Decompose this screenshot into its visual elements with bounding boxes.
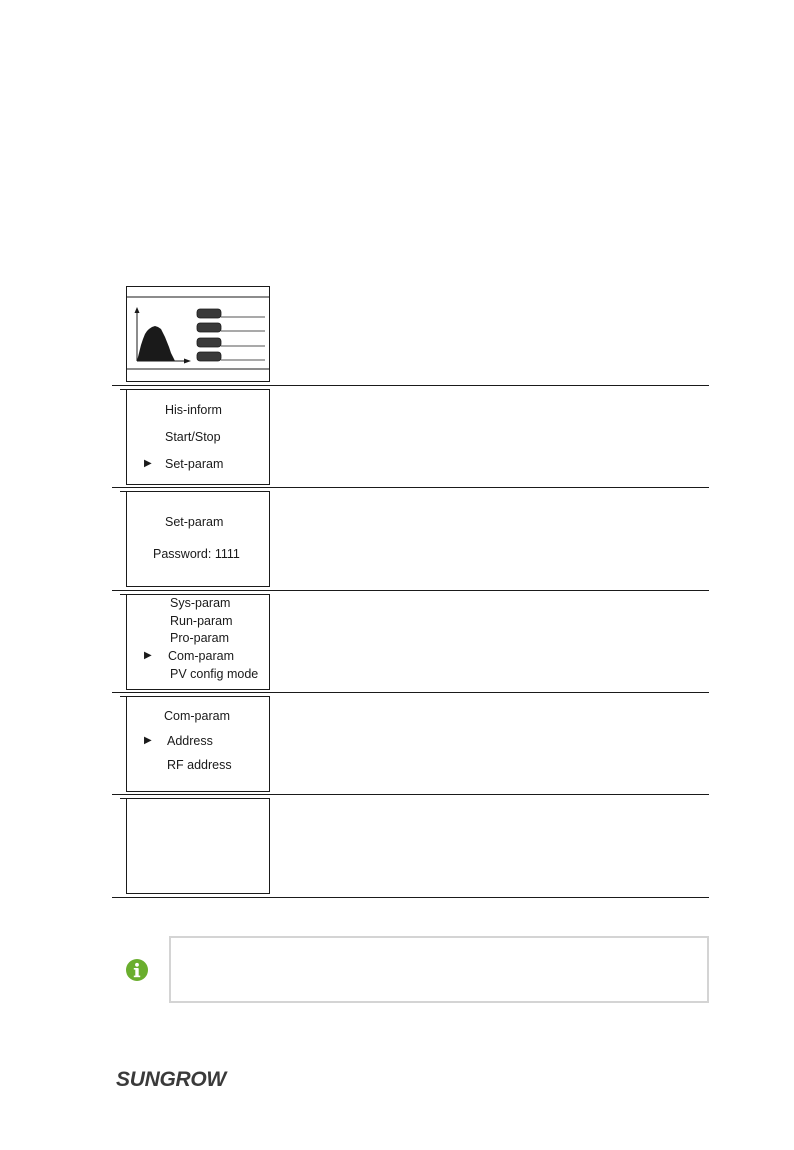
table-bottom-rule	[112, 897, 709, 898]
lcd-password-screen	[126, 491, 270, 587]
row-separator	[112, 487, 709, 488]
y-axis-arrow-icon	[135, 307, 140, 313]
row-separator	[112, 385, 709, 386]
key-2-icon	[197, 323, 221, 332]
note-box	[169, 936, 709, 1003]
row-separator	[112, 794, 709, 795]
screen-title: Set-param	[165, 515, 224, 529]
menu-item-pv-config-mode: PV config mode	[170, 667, 259, 681]
key-4-icon	[197, 352, 221, 361]
menu-item-address: Address	[167, 734, 213, 748]
svg-text:SUNGROW: SUNGROW	[116, 1068, 226, 1089]
row-separator	[112, 590, 709, 591]
menu-item-start-stop: Start/Stop	[165, 430, 221, 444]
lcd-menu-screen	[126, 389, 270, 485]
menu-item-run-param: Run-param	[170, 614, 233, 628]
selection-cursor-icon: ▶	[144, 650, 152, 661]
menu-item-his-inform: His-inform	[165, 403, 222, 417]
key-3-icon	[197, 338, 221, 347]
power-curve-icon	[137, 326, 175, 361]
main-screen-graphic	[127, 287, 269, 381]
info-icon	[125, 958, 149, 982]
lcd-blank-screen	[126, 798, 270, 894]
screen-title: Com-param	[164, 709, 230, 723]
key-1-icon	[197, 309, 221, 318]
menu-item-sys-param: Sys-param	[170, 596, 231, 610]
row-separator	[112, 692, 709, 693]
lcd-com-param-screen	[126, 696, 270, 792]
lcd-set-param-screen	[126, 594, 270, 690]
menu-item-pro-param: Pro-param	[170, 631, 230, 645]
menu-item-com-param: Com-param	[168, 649, 234, 663]
selection-cursor-icon: ▶	[144, 735, 152, 746]
menu-item-set-param: Set-param	[165, 457, 224, 471]
password-field: Password: 1111	[153, 547, 240, 561]
lcd-main-screen	[126, 286, 270, 382]
sungrow-logo	[116, 1067, 248, 1089]
selection-cursor-icon: ▶	[144, 458, 152, 469]
menu-item-rf-address: RF address	[167, 758, 232, 772]
x-axis-arrow-icon	[184, 359, 191, 364]
